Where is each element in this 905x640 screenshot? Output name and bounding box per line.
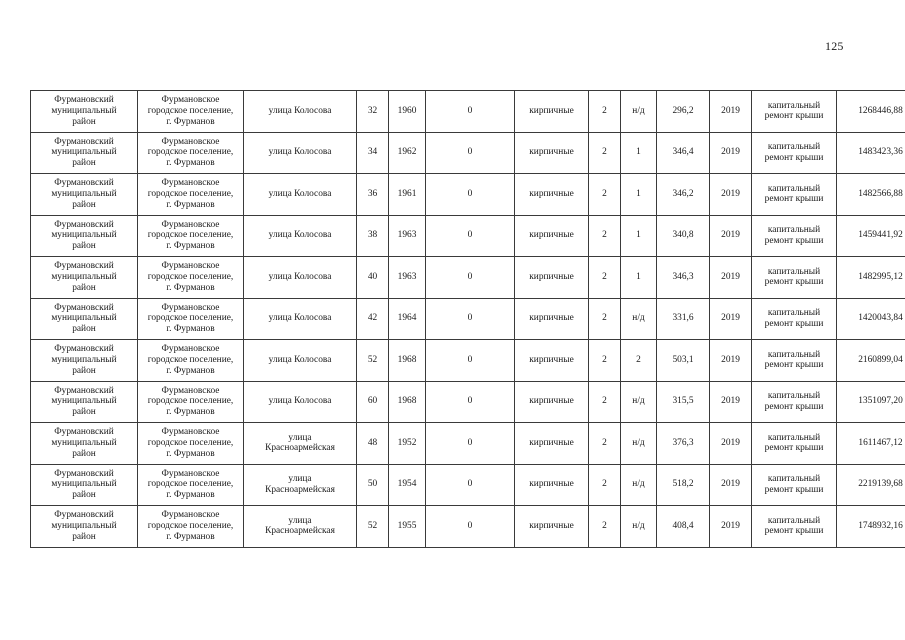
street-cell: улица Колосова <box>244 174 357 216</box>
work-year-cell: 2019 <box>710 298 752 340</box>
settlement-cell: Фурмановское городское поселение, г. Фурманов <box>138 464 244 506</box>
area-cell: 331,6 <box>657 298 710 340</box>
table-row <box>31 506 905 548</box>
build-year-cell: 1960 <box>389 91 426 133</box>
district-cell: Фурмановский муниципальный район <box>31 298 138 340</box>
entrances-cell: н/д <box>621 423 657 465</box>
build-year-cell: 1962 <box>389 132 426 174</box>
work-type-cell: капитальный ремонт крыши <box>752 91 837 133</box>
floors-cell: 2 <box>589 215 621 257</box>
work-year-cell: 2019 <box>710 381 752 423</box>
wall-material-cell: кирпичные <box>515 381 589 423</box>
district-cell: Фурмановский муниципальный район <box>31 340 138 382</box>
street-cell: улица Колосова <box>244 91 357 133</box>
area-cell: 503,1 <box>657 340 710 382</box>
floors-cell: 2 <box>589 423 621 465</box>
house-number-cell: 38 <box>357 215 389 257</box>
work-year-cell: 2019 <box>710 506 752 548</box>
street-cell: улица Колосова <box>244 132 357 174</box>
work-type-cell: капитальный ремонт крыши <box>752 464 837 506</box>
street-cell: улица Красноармейская <box>244 423 357 465</box>
zero-value-cell: 0 <box>426 91 515 133</box>
floors-cell: 2 <box>589 298 621 340</box>
table-row <box>31 215 905 257</box>
settlement-cell: Фурмановское городское поселение, г. Фурманов <box>138 215 244 257</box>
district-cell: Фурмановский муниципальный район <box>31 506 138 548</box>
work-type-cell: капитальный ремонт крыши <box>752 132 837 174</box>
work-year-cell: 2019 <box>710 423 752 465</box>
district-cell: Фурмановский муниципальный район <box>31 423 138 465</box>
wall-material-cell: кирпичные <box>515 174 589 216</box>
street-cell: улица Колосова <box>244 215 357 257</box>
wall-material-cell: кирпичные <box>515 340 589 382</box>
table-row <box>31 298 905 340</box>
entrances-cell: н/д <box>621 506 657 548</box>
table-row <box>31 381 905 423</box>
table-row <box>31 340 905 382</box>
floors-cell: 2 <box>589 340 621 382</box>
table-row <box>31 464 905 506</box>
work-year-cell: 2019 <box>710 132 752 174</box>
house-number-cell: 32 <box>357 91 389 133</box>
work-type-cell: капитальный ремонт крыши <box>752 298 837 340</box>
wall-material-cell: кирпичные <box>515 506 589 548</box>
wall-material-cell: кирпичные <box>515 298 589 340</box>
house-number-cell: 42 <box>357 298 389 340</box>
street-cell: улица Колосова <box>244 381 357 423</box>
district-cell: Фурмановский муниципальный район <box>31 381 138 423</box>
area-cell: 340,8 <box>657 215 710 257</box>
table-row <box>31 174 905 216</box>
wall-material-cell: кирпичные <box>515 257 589 299</box>
street-cell: улица Красноармейская <box>244 506 357 548</box>
amount-cell: 1459441,92 <box>837 215 905 257</box>
work-type-cell: капитальный ремонт крыши <box>752 340 837 382</box>
work-type-cell: капитальный ремонт крыши <box>752 215 837 257</box>
amount-cell: 1420043,84 <box>837 298 905 340</box>
wall-material-cell: кирпичные <box>515 423 589 465</box>
area-cell: 346,4 <box>657 132 710 174</box>
wall-material-cell: кирпичные <box>515 215 589 257</box>
build-year-cell: 1968 <box>389 381 426 423</box>
floors-cell: 2 <box>589 174 621 216</box>
district-cell: Фурмановский муниципальный район <box>31 91 138 133</box>
table-row <box>31 91 905 133</box>
district-cell: Фурмановский муниципальный район <box>31 464 138 506</box>
settlement-cell: Фурмановское городское поселение, г. Фурманов <box>138 257 244 299</box>
work-type-cell: капитальный ремонт крыши <box>752 506 837 548</box>
table-row <box>31 132 905 174</box>
zero-value-cell: 0 <box>426 381 515 423</box>
area-cell: 518,2 <box>657 464 710 506</box>
house-number-cell: 40 <box>357 257 389 299</box>
entrances-cell: н/д <box>621 464 657 506</box>
table-row <box>31 423 905 465</box>
build-year-cell: 1963 <box>389 215 426 257</box>
build-year-cell: 1961 <box>389 174 426 216</box>
area-cell: 315,5 <box>657 381 710 423</box>
zero-value-cell: 0 <box>426 340 515 382</box>
amount-cell: 1351097,20 <box>837 381 905 423</box>
amount-cell: 2160899,04 <box>837 340 905 382</box>
settlement-cell: Фурмановское городское поселение, г. Фурманов <box>138 91 244 133</box>
floors-cell: 2 <box>589 257 621 299</box>
entrances-cell: н/д <box>621 91 657 133</box>
district-cell: Фурмановский муниципальный район <box>31 257 138 299</box>
area-cell: 408,4 <box>657 506 710 548</box>
work-type-cell: капитальный ремонт крыши <box>752 174 837 216</box>
zero-value-cell: 0 <box>426 132 515 174</box>
work-type-cell: капитальный ремонт крыши <box>752 381 837 423</box>
build-year-cell: 1955 <box>389 506 426 548</box>
work-type-cell: капитальный ремонт крыши <box>752 423 837 465</box>
area-cell: 296,2 <box>657 91 710 133</box>
amount-cell: 1482995,12 <box>837 257 905 299</box>
wall-material-cell: кирпичные <box>515 91 589 133</box>
build-year-cell: 1968 <box>389 340 426 382</box>
settlement-cell: Фурмановское городское поселение, г. Фурманов <box>138 132 244 174</box>
house-number-cell: 34 <box>357 132 389 174</box>
wall-material-cell: кирпичные <box>515 132 589 174</box>
house-number-cell: 36 <box>357 174 389 216</box>
work-year-cell: 2019 <box>710 340 752 382</box>
entrances-cell: 2 <box>621 340 657 382</box>
zero-value-cell: 0 <box>426 423 515 465</box>
floors-cell: 2 <box>589 464 621 506</box>
settlement-cell: Фурмановское городское поселение, г. Фурманов <box>138 174 244 216</box>
street-cell: улица Колосова <box>244 257 357 299</box>
build-year-cell: 1952 <box>389 423 426 465</box>
entrances-cell: 1 <box>621 132 657 174</box>
housing-register-table <box>30 90 905 548</box>
area-cell: 376,3 <box>657 423 710 465</box>
district-cell: Фурмановский муниципальный район <box>31 215 138 257</box>
zero-value-cell: 0 <box>426 506 515 548</box>
floors-cell: 2 <box>589 381 621 423</box>
table-row <box>31 257 905 299</box>
house-number-cell: 50 <box>357 464 389 506</box>
build-year-cell: 1964 <box>389 298 426 340</box>
zero-value-cell: 0 <box>426 464 515 506</box>
amount-cell: 1748932,16 <box>837 506 905 548</box>
area-cell: 346,3 <box>657 257 710 299</box>
floors-cell: 2 <box>589 132 621 174</box>
entrances-cell: 1 <box>621 257 657 299</box>
floors-cell: 2 <box>589 91 621 133</box>
build-year-cell: 1963 <box>389 257 426 299</box>
entrances-cell: н/д <box>621 381 657 423</box>
page-number: 125 <box>825 39 844 53</box>
floors-cell: 2 <box>589 506 621 548</box>
house-number-cell: 48 <box>357 423 389 465</box>
zero-value-cell: 0 <box>426 257 515 299</box>
settlement-cell: Фурмановское городское поселение, г. Фурманов <box>138 381 244 423</box>
entrances-cell: н/д <box>621 298 657 340</box>
street-cell: улица Колосова <box>244 298 357 340</box>
zero-value-cell: 0 <box>426 174 515 216</box>
street-cell: улица Красноармейская <box>244 464 357 506</box>
entrances-cell: 1 <box>621 215 657 257</box>
zero-value-cell: 0 <box>426 298 515 340</box>
amount-cell: 1483423,36 <box>837 132 905 174</box>
house-number-cell: 52 <box>357 340 389 382</box>
amount-cell: 2219139,68 <box>837 464 905 506</box>
work-year-cell: 2019 <box>710 91 752 133</box>
area-cell: 346,2 <box>657 174 710 216</box>
work-year-cell: 2019 <box>710 215 752 257</box>
work-year-cell: 2019 <box>710 464 752 506</box>
table-body <box>31 91 905 548</box>
work-year-cell: 2019 <box>710 257 752 299</box>
amount-cell: 1611467,12 <box>837 423 905 465</box>
settlement-cell: Фурмановское городское поселение, г. Фурманов <box>138 506 244 548</box>
amount-cell: 1268446,88 <box>837 91 905 133</box>
district-cell: Фурмановский муниципальный район <box>31 132 138 174</box>
wall-material-cell: кирпичные <box>515 464 589 506</box>
house-number-cell: 52 <box>357 506 389 548</box>
entrances-cell: 1 <box>621 174 657 216</box>
build-year-cell: 1954 <box>389 464 426 506</box>
house-number-cell: 60 <box>357 381 389 423</box>
settlement-cell: Фурмановское городское поселение, г. Фурманов <box>138 298 244 340</box>
district-cell: Фурмановский муниципальный район <box>31 174 138 216</box>
zero-value-cell: 0 <box>426 215 515 257</box>
amount-cell: 1482566,88 <box>837 174 905 216</box>
work-year-cell: 2019 <box>710 174 752 216</box>
settlement-cell: Фурмановское городское поселение, г. Фурманов <box>138 423 244 465</box>
work-type-cell: капитальный ремонт крыши <box>752 257 837 299</box>
street-cell: улица Колосова <box>244 340 357 382</box>
settlement-cell: Фурмановское городское поселение, г. Фурманов <box>138 340 244 382</box>
